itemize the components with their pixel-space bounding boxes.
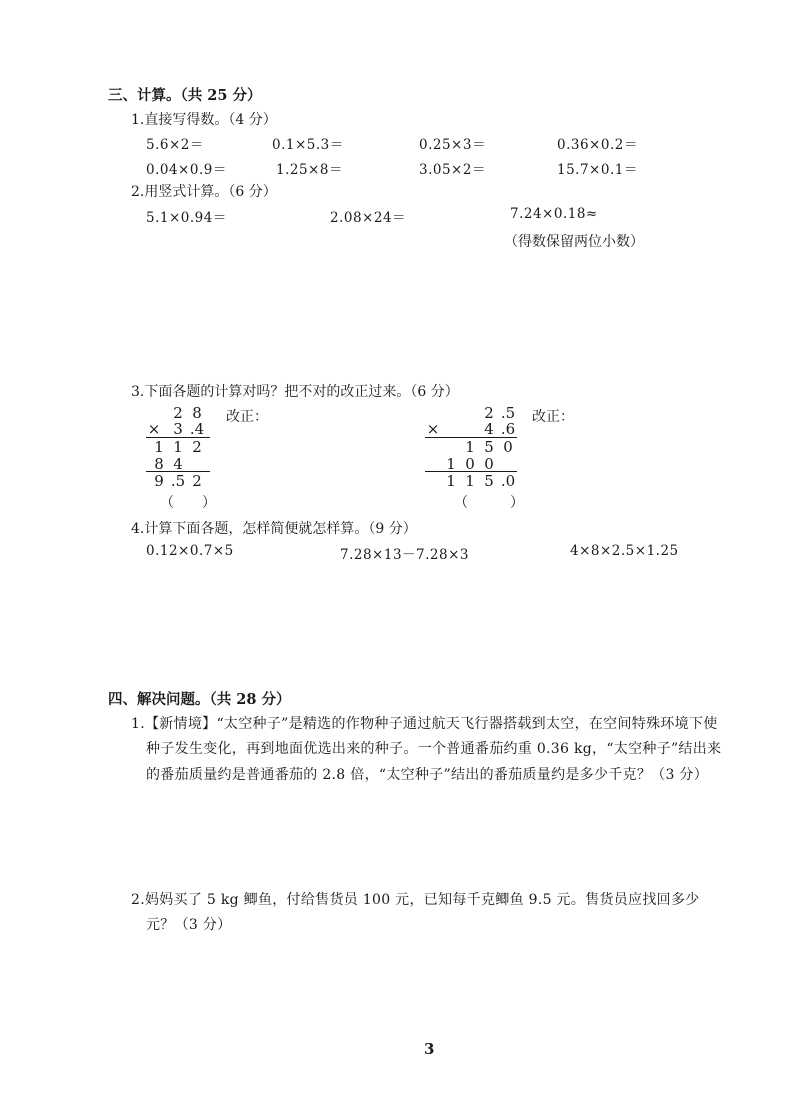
q4-item: 7.28×13－7.28×3 [340,547,470,563]
q2-item: 2.08×24＝ [330,210,407,226]
answer-blank[interactable]: （ ） [454,495,524,511]
q1-item: 0.04×0.9＝ [146,162,227,178]
q4-item: 4×8×2.5×1.25 [570,543,679,559]
digit: 2 [173,404,183,422]
q2-note: （得数保留两位小数） [504,234,644,250]
digit: 8 [154,455,164,473]
q3-heading: 3.下面各题的计算对吗？把不对的改正过来。（6 分） [131,384,459,400]
section-3-title: 三、计算。（共 25 分） [108,87,262,104]
digit: 9 [154,472,164,490]
q4-item: 0.12×0.7×5 [146,543,234,559]
digit: 1 [446,472,456,490]
digit: 1 [465,438,475,456]
digit: 3 [173,420,183,438]
digit: 1 [446,455,456,473]
answer-blank[interactable]: （ ） [160,495,216,511]
digit: .5 [500,404,516,422]
q1-item: 0.36×0.2＝ [557,137,638,153]
q1-item: 3.05×2＝ [419,162,486,178]
digit: 0 [503,438,513,456]
digit: 4 [484,420,494,438]
digit: 1 [173,438,183,456]
problem-2-line: 元？（3 分） [146,917,232,933]
multiply-sign: × [426,420,440,438]
digit: .5 [170,472,186,490]
q4-heading: 4.计算下面各题，怎样简便就怎样算。（9 分） [131,521,417,537]
problem-2-line: 2.妈妈买了 5 kg 鲫鱼，付给售货员 100 元，已知每千克鲫鱼 9.5 元。售货员应找回多少 [131,892,700,908]
q1-item: 0.25×3＝ [419,137,486,153]
q2-item: 5.1×0.94＝ [146,210,227,226]
correction-label: 改正： [532,409,574,425]
q1-item: 5.6×2＝ [146,137,204,153]
q1-heading: 1.直接写得数。（4 分） [131,112,277,128]
multiply-sign: × [147,420,161,438]
digit: 0 [484,455,494,473]
digit: 5 [484,472,494,490]
digit: 1 [154,438,164,456]
section-4-title: 四、解决问题。（共 28 分） [108,691,291,708]
digit: 2 [192,472,202,490]
problem-1-line: 的番茄质量约是普通番茄的 2.8 倍，“太空种子”结出的番茄质量约是多少千克？（3 分） [146,767,709,783]
problem-1-line: 1.【新情境】“太空种子”是精选的作物种子通过航天飞行器搭载到太空，在空间特殊环境下使 [131,716,718,732]
q2-item: 7.24×0.18≈ [510,206,598,222]
digit: .6 [500,420,516,438]
q1-item: 1.25×8＝ [276,162,343,178]
digit: 2 [484,404,494,422]
q1-item: 0.1×5.3＝ [272,137,344,153]
digit: 1 [465,472,475,490]
problem-1-line: 种子发生变化，再到地面优选出来的种子。一个普通番茄约重 0.36 kg，“太空种子”结出来 [146,741,722,757]
digit: 4 [173,455,183,473]
digit: .0 [500,472,516,490]
correction-label: 改正： [226,409,268,425]
digit: 8 [192,404,202,422]
page-number: 3 [424,1040,435,1058]
digit: .4 [189,420,205,438]
digit: 0 [465,455,475,473]
q2-heading: 2.用竖式计算。（6 分） [131,184,277,200]
digit: 2 [192,438,202,456]
q1-item: 15.7×0.1＝ [557,162,638,178]
digit: 5 [484,438,494,456]
